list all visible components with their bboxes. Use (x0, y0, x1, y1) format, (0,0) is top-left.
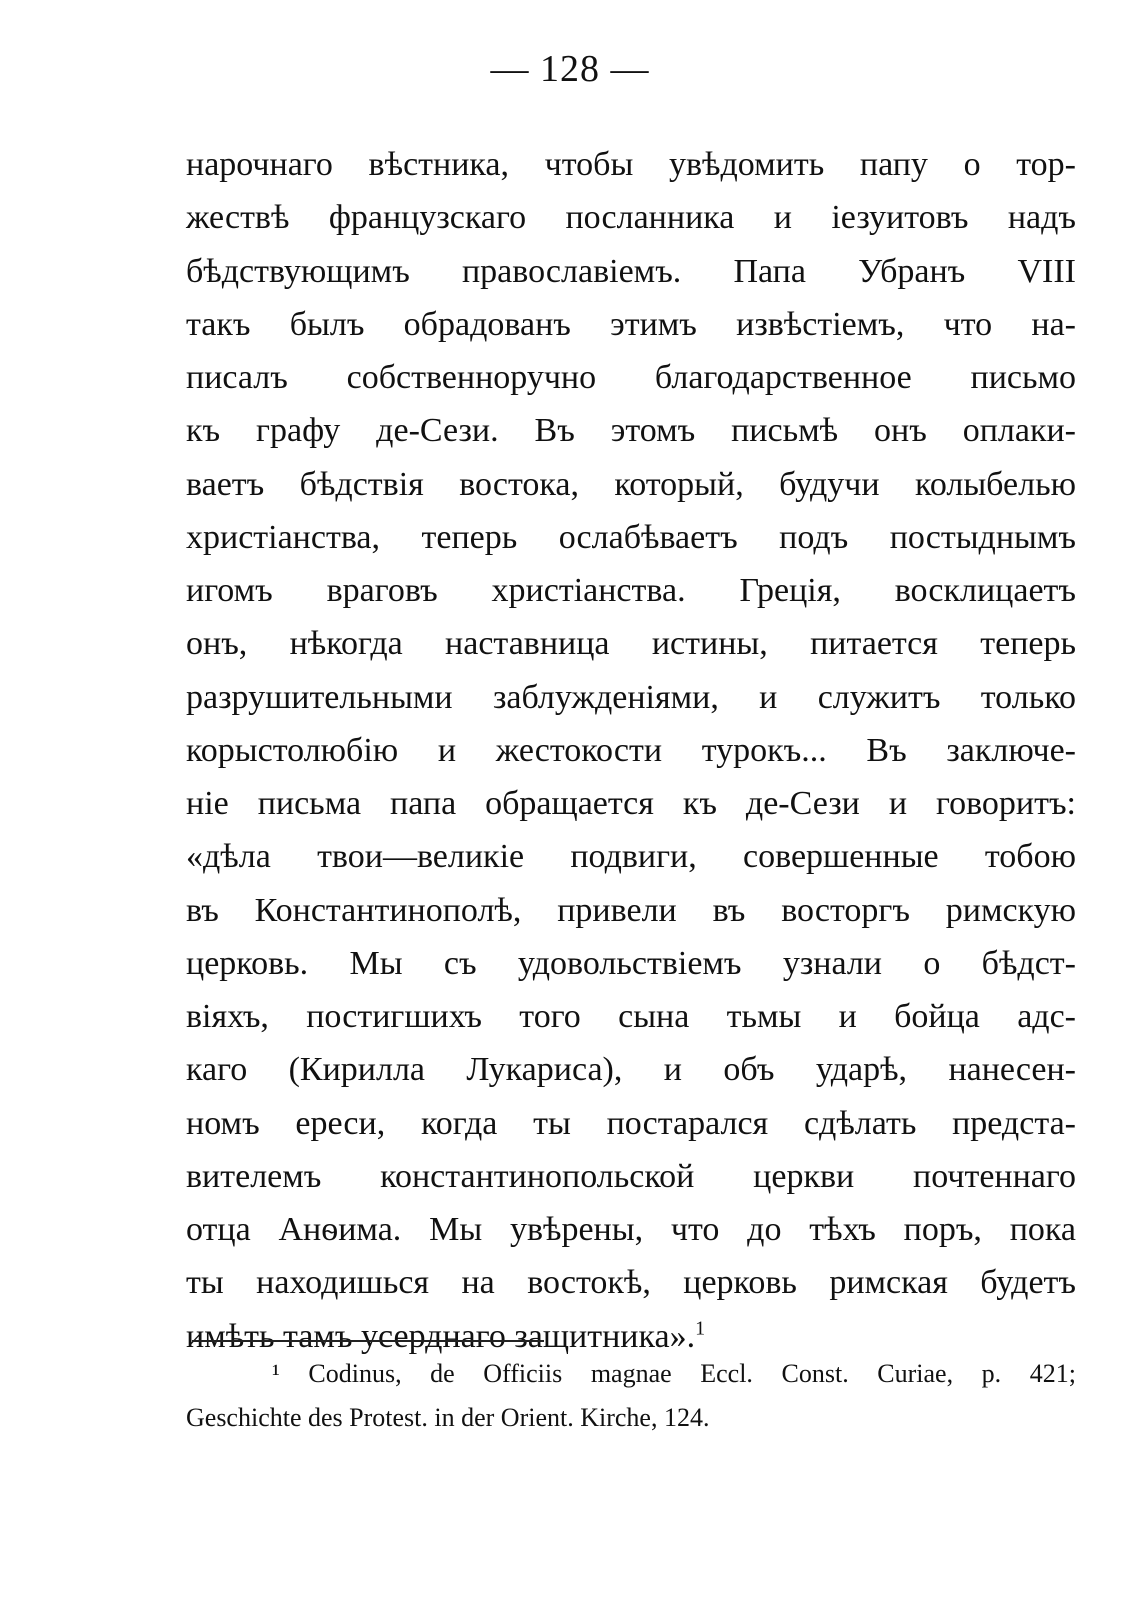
text-line: онъ, нѣкогда наставница истины, питается теперь (186, 625, 1076, 663)
text-line: каго (Кирилла Лукариса), и объ ударѣ, нанесен- (186, 1051, 1076, 1089)
text-line: такъ былъ обрадованъ этимъ извѣстіемъ, что на- (186, 305, 1076, 343)
body-text (186, 138, 1076, 1363)
last-line-text: имѣть тамъ усерднаго защитника». (186, 1317, 696, 1355)
page-number: — 128 — (490, 48, 650, 90)
footnote-reference: 1 (695, 1317, 706, 1340)
text-line: ты находишься на востокѣ, церковь римская будетъ (186, 1264, 1076, 1302)
text-line: номъ ереси, когда ты постарался сдѣлать предста- (186, 1104, 1076, 1142)
text-line: жествѣ французскаго посланника и іезуитовъ надъ (186, 199, 1076, 237)
text-line: ваетъ бѣдствія востока, который, будучи колыбелью (186, 465, 1076, 503)
footnote-separator (192, 1340, 544, 1342)
footnote (186, 1352, 1076, 1440)
text-line: корыстолюбію и жестокости турокъ... Въ заключе- (186, 731, 1076, 769)
text-line: игомъ враговъ христіанства. Греція, восклицаетъ (186, 572, 1076, 609)
text-line: віяхъ, постигшихъ того сына тьмы и бойца адс- (186, 998, 1076, 1035)
text-line: вителемъ константинопольской церкви почтеннаго (186, 1157, 1076, 1195)
footnote-line: ¹ Codinus, de Officiis magnae Eccl. Const. Curiae, p. 421; (272, 1359, 1076, 1388)
text-line: разрушительными заблужденіями, и служитъ только (186, 678, 1076, 716)
text-line: въ Константинополѣ, привели въ восторгъ римскую (186, 891, 1076, 929)
text-line: отца Анѳима. Мы увѣрены, что до тѣхъ поръ, пока (186, 1211, 1076, 1248)
text-line: ніе письма папа обращается къ де-Сези и говоритъ: (186, 785, 1076, 822)
text-line: бѣдствующимъ православіемъ. Папа Убранъ VIII (186, 252, 1076, 290)
text-line: «дѣла твои—великіе подвиги, совершенные тобою (186, 838, 1076, 876)
text-line: писалъ собственноручно благодарственное письмо (186, 359, 1076, 396)
text-line: къ графу де-Сези. Въ этомъ письмѣ онъ оплаки- (186, 412, 1076, 450)
footnote-line: Geschichte des Protest. in der Orient. Kirche, 124. (186, 1403, 710, 1432)
text-line: христіанства, теперь ослабѣваетъ подъ постыднымъ (186, 518, 1076, 556)
text-line: нарочнаго вѣстника, чтобы увѣдомить папу о тор- (186, 146, 1076, 183)
text-line: церковь. Мы съ удовольствіемъ узнали о бѣдст- (186, 944, 1076, 982)
